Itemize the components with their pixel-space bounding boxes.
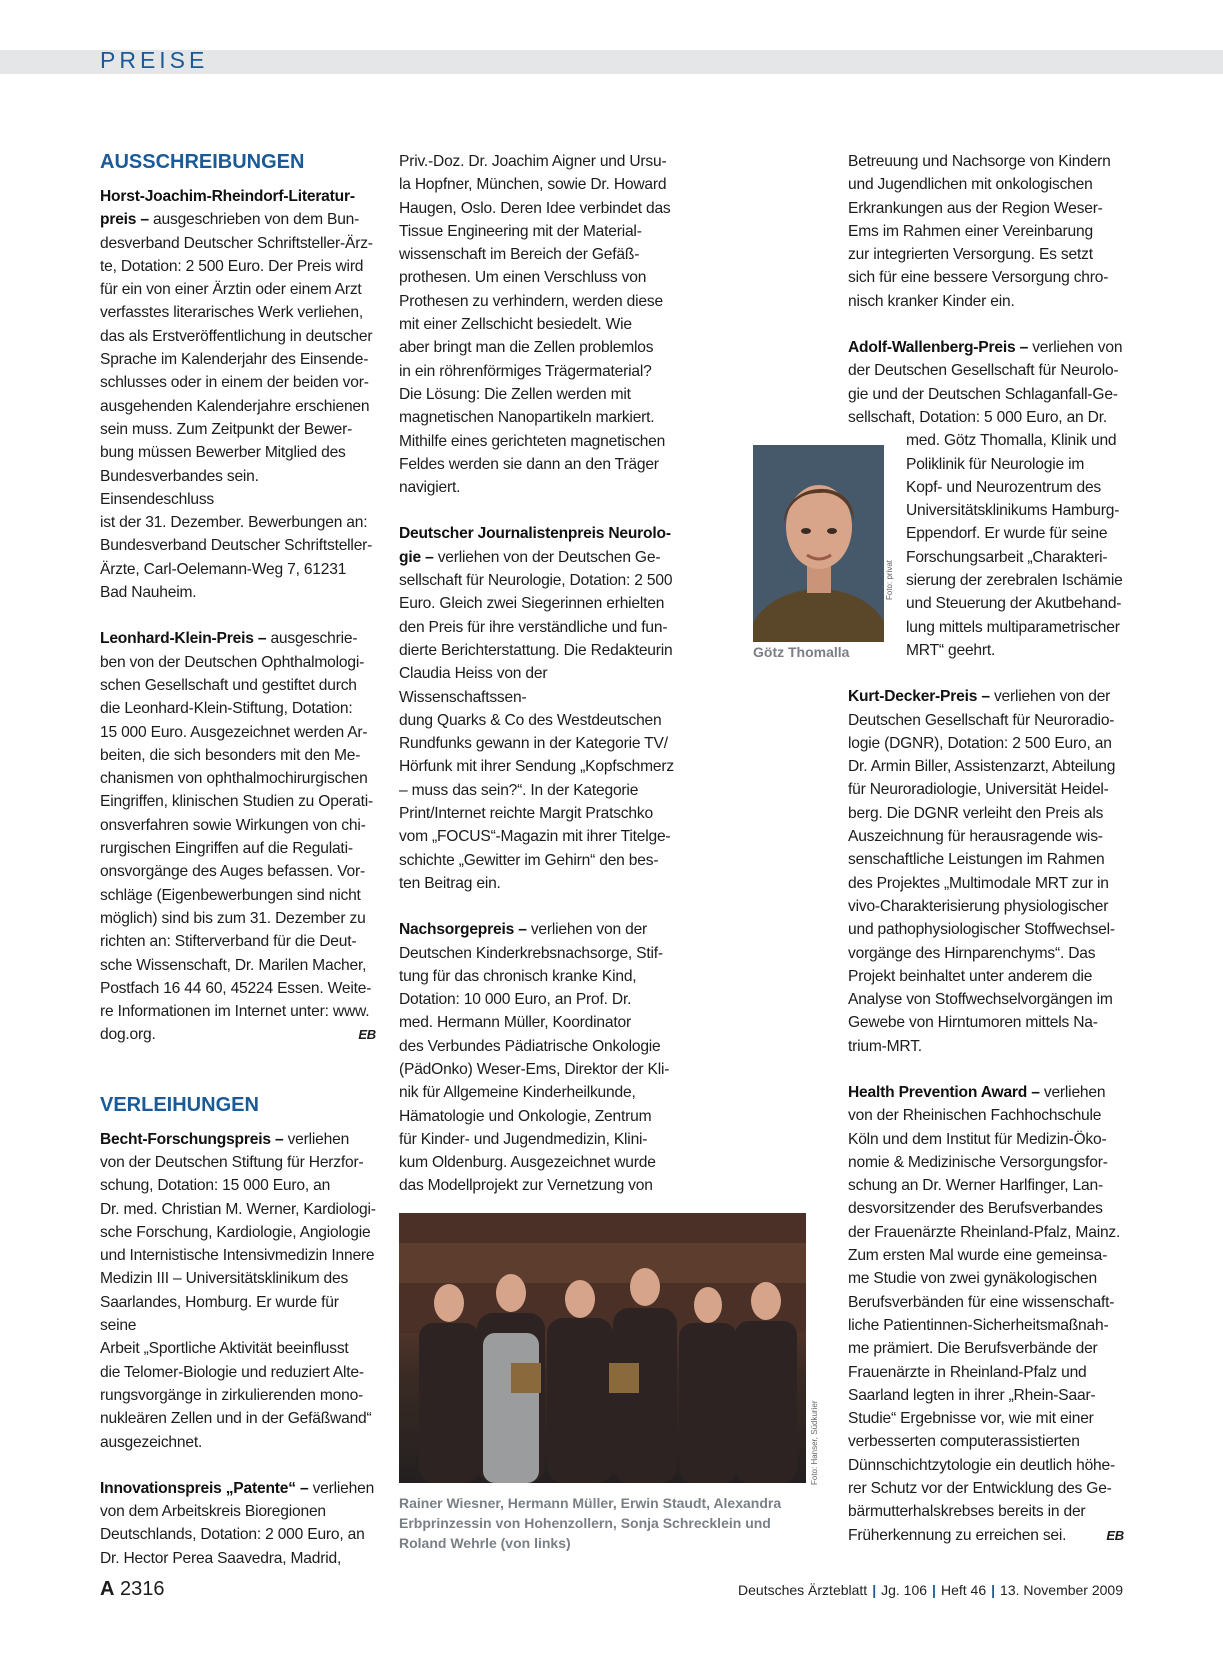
text-line: (PädOnko) Weser-Ems, Direktor der Kli- [399, 1060, 670, 1078]
text-line: richten an: Stifterverband für die Deut- [100, 933, 357, 951]
text-line: Rundfunks gewann in der Kategorie TV/ [399, 735, 668, 753]
text-line: den Preis für ihre verständliche und fun- [399, 618, 668, 636]
text-line: Print/Internet reichte Margit Pratschko [399, 805, 653, 823]
text-line: vivo-Charakterisierung physiologischer [848, 897, 1109, 915]
text-line: bärmutterhalskrebses bereits in der [848, 1503, 1086, 1521]
text-line: preis – ausgeschrieben von dem Bun- [100, 211, 360, 229]
text-line: desverband Deutscher Schriftsteller-Ärz- [100, 234, 373, 252]
text-line: liche Patientinnen-Sicherheitsmaßnah- [848, 1316, 1109, 1334]
text-line: Analyse von Stoffwechselvorgängen im [848, 991, 1113, 1009]
text-line: Ems im Rahmen einer Vereinbarung [848, 222, 1093, 240]
text-line: und Jugendlichen mit onkologischen [848, 176, 1093, 194]
text-line: zur integrierten Versorgung. Es setzt [848, 246, 1093, 264]
text-line: Dünnschichtzytologie ein deutlich höhe- [848, 1456, 1115, 1474]
text-line: Mithilfe eines gerichteten magnetischen [399, 432, 666, 450]
text-line: Euro. Gleich zwei Siegerinnen erhielten [399, 595, 665, 613]
text-line: Poliklinik für Neurologie im [906, 455, 1085, 473]
text-line: Sprache im Kalenderjahr des Einsende- [100, 351, 369, 369]
text-line: navigiert. [399, 479, 461, 497]
text-line: ben von der Deutschen Ophthalmologi- [100, 653, 365, 671]
group-photo-caption: Rainer Wiesner, Hermann Müller, Erwin Staudt, Alexandra Erbprinzessin von Hohenzollern, Sonja Schrecklein und Roland Wehrle (von links) [399, 1495, 782, 1551]
text-line: – muss das sein?“. In der Kategorie [399, 781, 639, 799]
text-line: schung, Dotation: 15 000 Euro, an [100, 1177, 331, 1195]
text-line: verfasstes literarisches Werk verliehen, [100, 304, 363, 322]
text-line: ten Beitrag ein. [399, 874, 501, 892]
text-line: von der Deutschen Stiftung für Herzfor- [100, 1153, 364, 1171]
text-line: Deutscher Journalistenpreis Neurolo- [399, 525, 671, 543]
text-line: Bundesverband Deutscher Schriftsteller- [100, 537, 373, 555]
text-line: sierung der zerebralen Ischämie [906, 572, 1123, 590]
text-line: Bad Nauheim. [100, 584, 197, 602]
signoff: EB [1106, 1527, 1124, 1543]
text-line: Kurt-Decker-Preis – verliehen von der [848, 688, 1111, 706]
text-line: und Steuerung der Akutbehand- [906, 595, 1122, 613]
journal-issue: Heft 46 [940, 1582, 987, 1598]
text-line: Haugen, Oslo. Deren Idee verbindet das [399, 199, 671, 217]
text-line: Dr. Hector Perea Saavedra, Madrid, [100, 1549, 342, 1567]
text-line: und Internistische Intensivmedizin Innere [100, 1247, 375, 1265]
text-line: berg. Die DGNR verleiht den Preis als [848, 804, 1104, 822]
text-line: Dotation: 10 000 Euro, an Prof. Dr. [399, 991, 632, 1009]
text-line: vorgänge des Hirnparenchyms“. Das [848, 944, 1096, 962]
journal-name: Deutsches Ärzteblatt [738, 1582, 868, 1598]
text-line: Claudia Heiss von der Wissenschaftssen- [399, 665, 548, 706]
page-number: A 2316 [100, 1578, 165, 1600]
text-line: für Neuroradiologie, Universität Heidel- [848, 781, 1109, 799]
text-line: verbesserten computerassistierten [848, 1433, 1080, 1451]
text-line: das als Erstveröffentlichung in deutscher [100, 327, 373, 345]
text-line: Forschungsarbeit „Charakteri- [906, 548, 1108, 566]
text-line: schläge (Eigenbewerbungen sind nicht [100, 886, 361, 904]
text-line: aber bringt man die Zellen problemlos [399, 339, 654, 357]
text-line: Saarland legten in ihrer „Rhein-Saar- [848, 1386, 1096, 1404]
text-line: Deutschen Kinderkrebsnachsorge, Stif- [399, 944, 663, 962]
text-line: sein muss. Zum Zeitpunkt der Bewer- [100, 420, 353, 438]
text-line: Deutschen Gesellschaft für Neuroradio- [848, 711, 1115, 729]
signoff: EB [358, 1027, 376, 1043]
text-line: Bundesverbandes sein. Einsendeschluss [100, 467, 259, 508]
text-line: schlusses oder in einem der beiden vor- [100, 374, 369, 392]
text-line: Kopf- und Neurozentrum des [906, 478, 1102, 496]
text-line: Innovationspreis „Patente“ – verliehen [100, 1479, 375, 1497]
text-line: schichte „Gewitter im Gehirn“ den bes- [399, 851, 659, 869]
text-line: für ein von einer Ärztin oder einem Arzt [100, 281, 362, 299]
text-line: bung müssen Bewerber Mitglied des [100, 444, 346, 462]
text-line: logie (DGNR), Dotation: 2 500 Euro, an [848, 734, 1112, 752]
text-line: Universitätsklinikums Hamburg- [906, 502, 1120, 520]
text-line: nisch kranker Kinder ein. [848, 292, 1015, 310]
text-line: re Informationen im Internet unter: www. [100, 1003, 370, 1021]
text-line: dung Quarks & Co des Westdeutschen [399, 711, 662, 729]
text-line: ist der 31. Dezember. Bewerbungen an: [100, 514, 368, 532]
text-line: schung an Dr. Werner Harlfinger, Lan- [848, 1177, 1103, 1195]
text-line: ausgezeichnet. [100, 1433, 203, 1451]
text-line: rer Schutz vor der Entwicklung des Ge- [848, 1480, 1112, 1498]
text-line: Betreuung und Nachsorge von Kindern [848, 153, 1111, 170]
text-line: Ärzte, Carl-Oelemann-Weg 7, 61231 [100, 560, 347, 578]
article-becht [100, 1128, 376, 1454]
text-line: Adolf-Wallenberg-Preis – verliehen von [848, 339, 1123, 357]
text-line: Berufsverbänden für eine wissenschaft- [848, 1293, 1115, 1311]
text-line: in ein röhrenförmiges Trägermaterial? [399, 362, 652, 380]
text-line: tung für das chronisch kranke Kind, [399, 967, 637, 985]
article-journalistenpreis [399, 522, 675, 895]
article-nachsorgepreis [399, 918, 675, 1198]
text-line: gie – verliehen von der Deutschen Ge- [399, 548, 661, 566]
text-line: die Leonhard-Klein-Stiftung, Dotation: [100, 700, 353, 718]
text-line: Eingriffen, klinischen Studien zu Operati- [100, 793, 374, 811]
text-line: Nachsorgepreis – verliehen von der [399, 921, 648, 939]
text-line: Hämatologie und Onkologie, Zentrum [399, 1107, 652, 1125]
text-line: und pathophysiologischer Stoffwechsel- [848, 921, 1115, 939]
text-line: 15 000 Euro. Ausgezeichnet werden Ar- [100, 723, 368, 741]
text-line: lung mittels multiparametrischer [906, 618, 1120, 636]
text-line: Saarlandes, Homburg. Er wurde für seine [100, 1293, 339, 1335]
text-line: desvorsitzender des Berufsverbandes [848, 1200, 1103, 1218]
text-line: Leonhard-Klein-Preis – ausgeschrie- [100, 630, 358, 648]
article-kurt-decker [848, 685, 1124, 1058]
text-line: med. Götz Thomalla, Klinik und [906, 432, 1117, 450]
text-line: med. Hermann Müller, Koordinator [399, 1014, 631, 1032]
text-line: Horst-Joachim-Rheindorf-Literatur- [100, 188, 355, 205]
article-wallenberg [848, 336, 1124, 662]
text-line: Auszeichnung für herausragende wis- [848, 828, 1103, 846]
section-label: PREISE [100, 47, 209, 73]
text-line: me Studie von zwei gynäkologischen [848, 1270, 1097, 1288]
group-photo [399, 1213, 806, 1483]
text-line: das Modellprojekt zur Vernetzung von [399, 1177, 653, 1195]
text-line: Eppendorf. Er wurde für seine [906, 525, 1108, 543]
heading-verleihungen: VERLEIHUNGEN [100, 1093, 259, 1116]
text-line: ausgehenden Kalenderjahre erschienen [100, 397, 370, 415]
text-line: Priv.-Doz. Dr. Joachim Aigner und Ursu- [399, 153, 667, 170]
text-line: Tissue Engineering mit der Material- [399, 222, 642, 240]
text-line: mit einer Zellschicht besiedelt. Wie [399, 316, 632, 334]
text-line: Studie“ Ergebnisse vor, wie mit einer [848, 1410, 1094, 1428]
photo-credit-group: Foto: Hanser, Südkurier [810, 1400, 819, 1485]
text-line: beiten, die sich besonders mit den Me- [100, 746, 361, 764]
article-rheindorf [100, 185, 376, 604]
portrait-caption: Götz Thomalla [753, 644, 850, 660]
text-line: des Projektes „Multimodale MRT zur in [848, 874, 1109, 892]
text-line: trium-MRT. [848, 1037, 922, 1055]
text-line: Prothesen zu verhindern, werden diese [399, 292, 663, 310]
text-line: möglich) sind bis zum 31. Dezember zu [100, 909, 366, 927]
text-line: onsvorgänge des Auges befassen. Vor- [100, 863, 366, 881]
text-line: onsverfahren sowie Wirkungen von chi- [100, 816, 366, 834]
text-line: rurgischen Eingriffen auf die Regulati- [100, 840, 353, 858]
text-line: von der Rheinischen Fachhochschule [848, 1107, 1102, 1125]
text-line: kum Oldenburg. Ausgezeichnet wurde [399, 1154, 656, 1172]
text-line: sellschaft für Neurologie, Dotation: 2 500 [399, 572, 673, 590]
text-line: Früherkennung zu erreichen sei. EB [848, 1524, 1124, 1547]
text-line: Gewebe von Hirntumoren mittels Na- [848, 1014, 1098, 1032]
text-line: sche Forschung, Kardiologie, Angiologie [100, 1223, 371, 1241]
text-line: Health Prevention Award – verliehen [848, 1083, 1106, 1101]
article-innovationspreis-cont [399, 150, 675, 499]
text-line: sich für eine bessere Versorgung chro- [848, 269, 1109, 287]
text-line: Feldes werden sie dann an den Träger [399, 455, 659, 473]
heading-ausschreibungen: AUSSCHREIBUNGEN [100, 151, 305, 173]
article-nachsorgepreis-cont [848, 150, 1124, 313]
text-line: Die Lösung: Die Zellen werden mit [399, 385, 631, 403]
text-line: die Telomer-Biologie und reduziert Alte- [100, 1363, 364, 1381]
text-line: MRT“ geehrt. [906, 641, 996, 659]
text-line: sellschaft, Dotation: 5 000 Euro, an Dr. [848, 408, 1107, 426]
text-line: von dem Arbeitskreis Bioregionen [100, 1503, 326, 1521]
group-photo-image [399, 1213, 806, 1483]
text-line: rungsvorgänge in zirkulierenden mono- [100, 1386, 364, 1404]
text-line: senschaftliche Leistungen im Rahmen [848, 851, 1105, 869]
text-line: gie und der Deutschen Schlaganfall-Ge- [848, 385, 1118, 403]
article-leonhard-klein [100, 627, 376, 1046]
article-health-prevention [848, 1081, 1124, 1547]
text-line: nik für Allgemeine Kinderheilkunde, [399, 1084, 636, 1102]
text-line: magnetischen Nanopartikeln markiert. [399, 409, 655, 427]
text-line: dierte Berichterstattung. Die Redakteurin [399, 641, 673, 659]
journal-date: 13. November 2009 [1000, 1582, 1123, 1598]
text-line: wissenschaft im Bereich der Gefäß- [399, 246, 640, 264]
text-line: Arbeit „Sportliche Aktivität beeinflusst [100, 1340, 349, 1358]
journal-volume: Jg. 106 [881, 1582, 928, 1598]
photo-credit-portrait: Foto: privat [885, 559, 894, 600]
text-line: Zum ersten Mal wurde eine gemeinsa- [848, 1247, 1108, 1265]
text-line: der Deutschen Gesellschaft für Neurolo- [848, 362, 1119, 380]
column-3 [848, 150, 1124, 1547]
text-line: schen Gesellschaft und gestiftet durch [100, 676, 357, 694]
text-line: Becht-Forschungspreis – verliehen [100, 1130, 350, 1148]
text-line: chanismen von ophthalmochirurgischen [100, 770, 368, 788]
text-line: Projekt beinhaltet unter anderem die [848, 967, 1093, 985]
text-line: sche Wissenschaft, Dr. Marilen Macher, [100, 956, 367, 974]
text-line: der Frauenärzte Rheinland-Pfalz, Mainz. [848, 1223, 1121, 1241]
text-line: des Verbundes Pädiatrische Onkologie [399, 1037, 661, 1055]
text-line: Köln und dem Institut für Medizin-Öko- [848, 1130, 1107, 1148]
text-line: Deutschlands, Dotation: 2 000 Euro, an [100, 1526, 365, 1544]
text-line: Postfach 16 44 60, 45224 Essen. Weite- [100, 979, 372, 997]
text-line: dog.org. EB [100, 1023, 376, 1046]
text-line: für Kinder- und Jugendmedizin, Klini- [399, 1130, 648, 1148]
text-line: te, Dotation: 2 500 Euro. Der Preis wird [100, 257, 364, 275]
text-line: Medizin III – Universitätsklinikum des [100, 1270, 349, 1288]
text-line: vom „FOCUS“-Magazin mit ihrer Titelge- [399, 828, 671, 846]
text-line: Frauenärzte in Rheinland-Pfalz und [848, 1363, 1087, 1381]
text-line: me prämiert. Die Berufsverbände der [848, 1340, 1098, 1358]
text-line: Dr. med. Christian M. Werner, Kardiologi- [100, 1200, 376, 1218]
article-innovationspreis [100, 1477, 376, 1570]
text-line: nukleären Zellen und in der Gefäßwand“ [100, 1410, 372, 1428]
text-line: la Hopfner, München, sowie Dr. Howard [399, 176, 667, 194]
text-line: Dr. Armin Biller, Assistenzarzt, Abteilung [848, 758, 1116, 776]
text-line: Erkrankungen aus der Region Weser- [848, 199, 1103, 217]
text-line: prothesen. Um einen Verschluss von [399, 269, 647, 287]
column-1 [100, 150, 376, 1570]
column-2 [399, 150, 675, 1198]
text-line: Hörfunk mit ihrer Sendung „Kopfschmerz [399, 758, 674, 776]
journal-footer: Deutsches Ärzteblatt | Jg. 106 | Heft 46 | 13. November 2009 [738, 1582, 1123, 1598]
text-line: nomie & Medizinische Versorgungsfor- [848, 1153, 1108, 1171]
